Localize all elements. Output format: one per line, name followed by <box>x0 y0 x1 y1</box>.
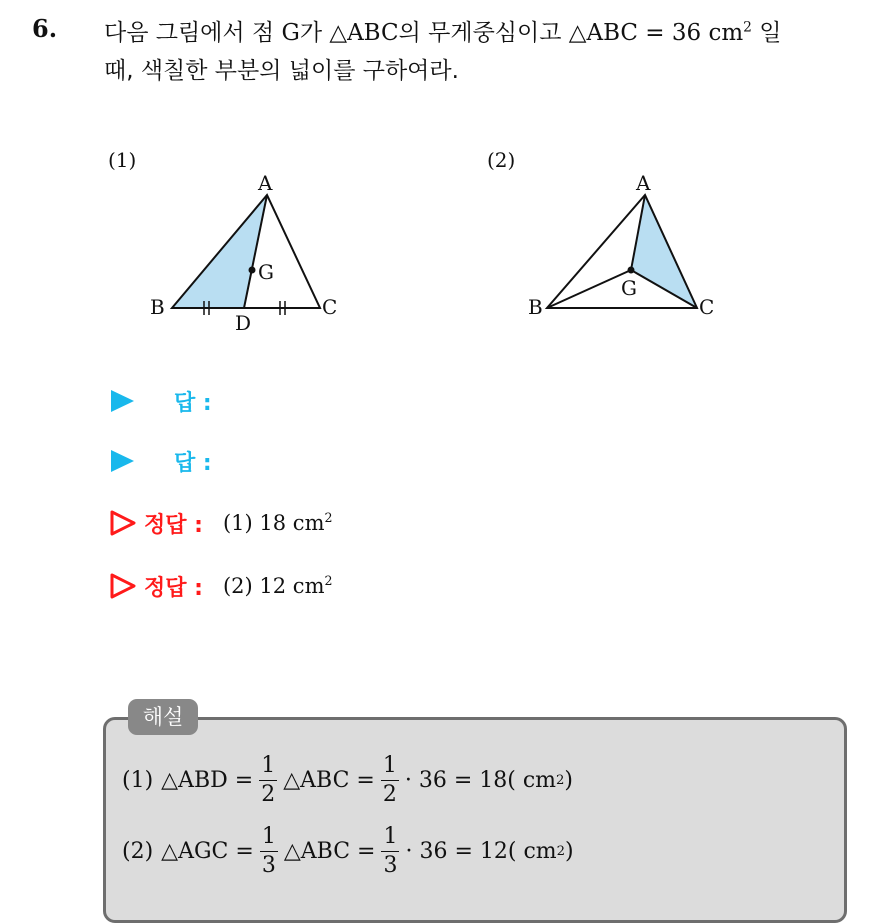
correct-answer-row-1 <box>108 506 333 540</box>
figure-2 <box>487 148 714 319</box>
fraction-denominator: 3 <box>383 853 398 878</box>
answer-row-2 <box>108 444 232 478</box>
answer-label: 답 : <box>174 390 212 416</box>
correct-answer-amount: 18 cm <box>259 511 325 535</box>
figure-1-label: (1) <box>108 148 137 172</box>
explanation-mid: △ABC = <box>283 768 375 793</box>
explanation-rhs: · 36 = 12( cm <box>405 839 557 864</box>
answer-label: 답 : <box>174 450 212 476</box>
figure-1-point-d: D <box>235 311 252 335</box>
explanation-box <box>103 717 847 923</box>
triangle-abc-label: △ABC <box>329 20 399 46</box>
explanation-lhs: △AGC = <box>161 839 254 864</box>
correct-answer-exponent: 2 <box>324 573 333 588</box>
fraction-numerator: 1 <box>381 826 399 852</box>
figure-1 <box>108 148 337 335</box>
point-g-label: G <box>281 20 300 46</box>
question-text-part: 의 무게중심이고 <box>398 20 569 46</box>
figures-canvas <box>0 0 884 380</box>
fraction <box>381 826 399 877</box>
correct-answer-label: 정답 : <box>144 512 203 538</box>
figure-2-vertex-a: A <box>636 171 651 195</box>
figure-2-label: (2) <box>487 148 516 172</box>
fraction-numerator: 1 <box>381 755 399 781</box>
answer-row-1 <box>108 384 232 418</box>
correct-answer-exponent: 2 <box>324 510 333 525</box>
fraction-denominator: 2 <box>261 782 276 807</box>
fraction-numerator: 1 <box>260 826 278 852</box>
figure-2-centroid <box>628 267 635 274</box>
figure-1-vertex-c: C <box>322 295 338 319</box>
question-text-part: 일 <box>751 20 782 46</box>
fraction <box>260 826 278 877</box>
question-text-part: 다음 그림에서 점 <box>104 20 282 46</box>
fraction <box>381 755 399 806</box>
figure-1-centroid <box>249 267 256 274</box>
area-exponent: 2 <box>743 19 752 36</box>
red-outline-triangle-icon <box>108 509 138 537</box>
blue-play-icon <box>108 448 136 474</box>
question-text-part: 가 <box>299 20 330 46</box>
figure-1-point-g: G <box>258 260 274 284</box>
explanation-line-2: (2) △AGC = $\frac{1}{3}$ △ABC = $\frac{1}{3}$ · 36 = 12( cm 2 ) <box>122 824 574 878</box>
correct-answer-part: (1) <box>222 511 253 535</box>
figure-2-segment-bg <box>547 270 631 308</box>
explanation-line-1: (1) △ABD = $\frac{1}{2}$ △ABC = $\frac{1}{2}$ · 36 = 18( cm 2 ) <box>122 753 574 807</box>
explanation-tag: 해설 <box>128 699 198 735</box>
figure-2-vertex-c: C <box>699 295 715 319</box>
fraction-denominator: 3 <box>261 853 276 878</box>
fraction-numerator: 1 <box>259 755 277 781</box>
explanation-rhs: · 36 = 18( cm <box>404 768 557 793</box>
question-number: 6. <box>32 14 58 43</box>
correct-answer-row-2 <box>108 569 333 603</box>
correct-answer-label: 정답 : <box>144 575 203 601</box>
explanation-part-label: (1) <box>122 768 154 793</box>
question-text-line2: 때, 색칠한 부분의 넓이를 구하여라. <box>104 58 459 84</box>
explanation-lhs: △ABD = <box>161 768 254 793</box>
explanation-part-label: (2) <box>122 839 154 864</box>
blue-play-icon <box>108 388 136 414</box>
figure-2-point-g: G <box>621 276 637 300</box>
fraction <box>259 755 277 806</box>
correct-answer-amount: 12 cm <box>259 574 325 598</box>
red-outline-triangle-icon <box>108 572 138 600</box>
correct-answer-value <box>223 511 333 535</box>
fraction-denominator: 2 <box>382 782 397 807</box>
figure-2-vertex-b: B <box>528 295 543 319</box>
correct-answer-part: (2) <box>222 574 253 598</box>
figure-1-vertex-a: A <box>258 171 273 195</box>
area-equation: △ABC = 36 cm <box>568 20 744 46</box>
correct-answer-value <box>223 574 333 598</box>
explanation-mid: △ABC = <box>283 839 376 864</box>
explanation-end: ) <box>565 839 574 864</box>
figure-1-vertex-b: B <box>150 295 165 319</box>
explanation-end: ) <box>564 768 574 793</box>
